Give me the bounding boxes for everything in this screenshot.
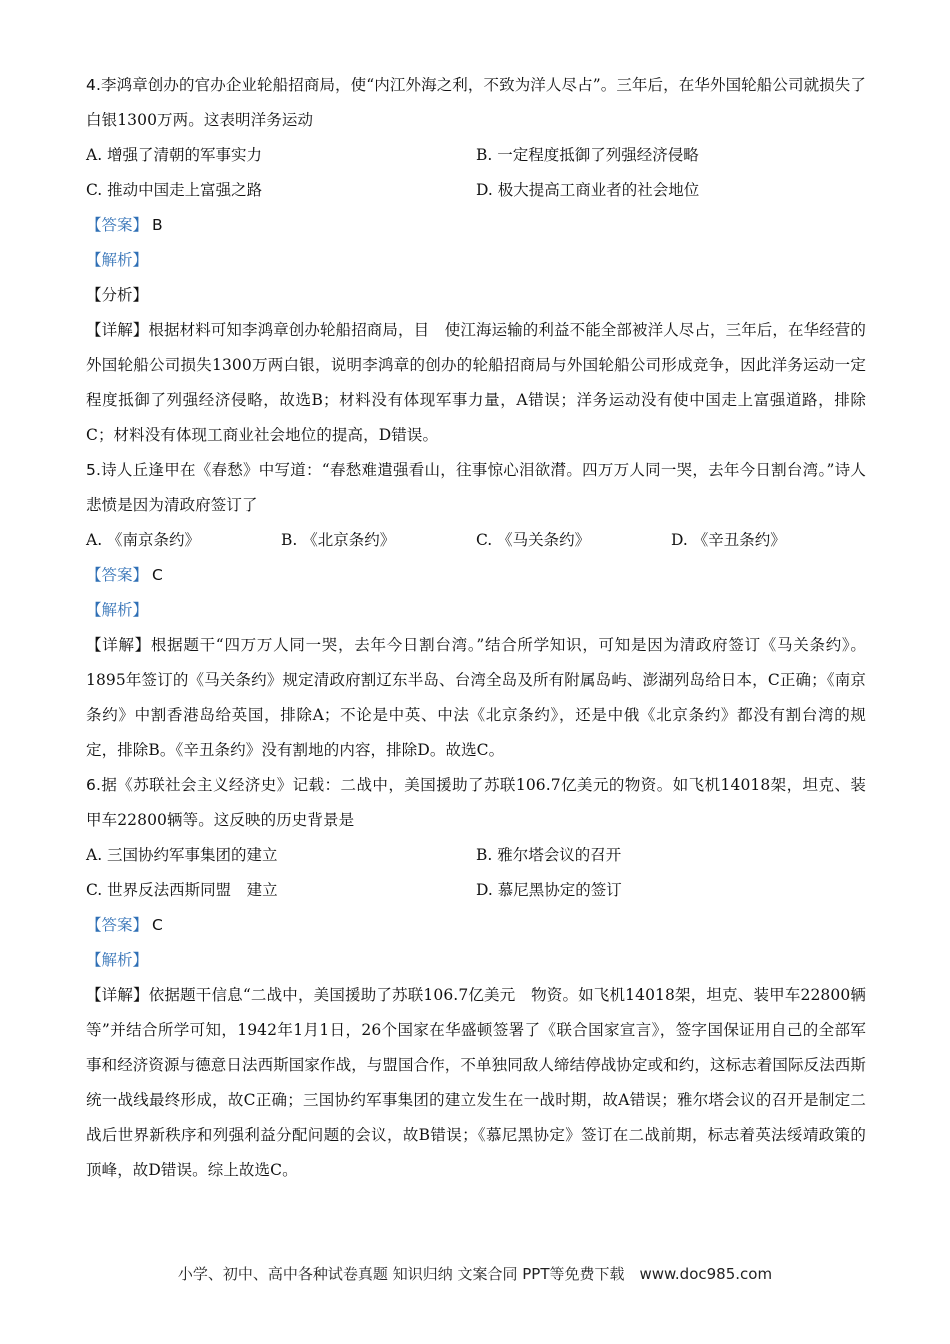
answer-line — [86, 558, 866, 593]
answer-tag: 【答案】 — [86, 566, 149, 584]
question-4-options — [86, 138, 866, 173]
detail-paragraph: 【详解】根据材料可知李鸿章创办轮船招商局，目 使江海运输的利益不能全部被洋人尽占，三年后，在华经营的外国轮船公司损失1300万两白银，说明李鸿章的创办的轮船招商局与外国轮船公司形成竞争，因此洋务运动一定程度抵御了列强经济侵略，故选B；材料没有体现军事力量，A错误；洋务运动没有使中国走上富强道路，排除C；材料没有体现工商业社会地位的提高，D错误。 — [86, 321, 867, 444]
analysis-line — [86, 243, 866, 278]
analysis-tag: 【解析】 — [86, 251, 149, 269]
option-b: B. 雅尔塔会议的召开 — [476, 846, 622, 864]
option-d: D. 极大提高工商业者的社会地位 — [476, 181, 700, 199]
detail-paragraph: 【详解】依据题干信息“二战中，美国援助了苏联106.7亿美元 物资。如飞机14018架，坦克、装甲车22800辆等”并结合所学可知，1942年1月1日，26个国家在华盛顿签署了《联合国家宣言》，签字国保证用自己的全部军事和经济资源与德意日法西斯国家作战，与盟国合作，不单独同敌人缔结停战协定或和约，这标志着国际反法西斯统一战线最终形成，故C正确；三国协约军事集团的建立发生在一战时期，故A错误；雅尔塔会议的召开是制定二战后世界新秩序和列强利益分配问题的会议，故B错误；《慕尼黑协定》签订在二战前期，标志着英法绥靖政策的顶峰，故D错误。综上故选C。 — [86, 986, 867, 1179]
document-page — [86, 68, 866, 1188]
question-4 — [86, 68, 866, 453]
question-number: 4. — [86, 76, 101, 94]
option-c: C. 世界反法西斯同盟 建立 — [86, 881, 278, 899]
question-6-stem: 6.据《苏联社会主义经济史》记载：二战中，美国援助了苏联106.7亿美元的物资。如飞机14018架，坦克、装甲车22800辆等。这反映的历史背景是 — [86, 776, 866, 829]
analysis-tag: 【解析】 — [86, 951, 149, 969]
question-5 — [86, 453, 866, 768]
question-5-options — [86, 523, 866, 558]
question-4-options-row2 — [86, 173, 866, 208]
analysis-line — [86, 943, 866, 978]
question-6-options-row2 — [86, 873, 866, 908]
option-d: D. 《辛丑条约》 — [671, 531, 786, 549]
page-footer: 小学、初中、高中各种试卷真题 知识归纳 文案合同 PPT等免费下载 www.doc985.com — [177, 1265, 773, 1283]
question-number: 6. — [86, 776, 101, 794]
option-a: A. 增强了清朝的军事实力 — [86, 146, 263, 164]
answer-tag: 【答案】 — [86, 216, 149, 234]
fenxi-line — [86, 278, 866, 313]
analysis-tag: 【解析】 — [86, 601, 149, 619]
option-b: B. 《北京条约》 — [281, 531, 396, 549]
option-b: B. 一定程度抵御了列强经济侵略 — [476, 146, 699, 164]
answer-value: C — [152, 916, 163, 934]
answer-value: C — [152, 566, 163, 584]
fenxi-tag: 【分析】 — [86, 286, 149, 304]
answer-line — [86, 908, 866, 943]
answer-value: B — [152, 216, 163, 234]
option-d: D. 慕尼黑协定的签订 — [476, 881, 622, 899]
detail-tag: 【详解】 — [86, 986, 149, 1004]
option-a: A. 三国协约军事集团的建立 — [86, 846, 278, 864]
analysis-line — [86, 593, 866, 628]
detail-tag: 【详解】 — [86, 636, 151, 654]
option-a: A. 《南京条约》 — [86, 531, 201, 549]
option-c: C. 推动中国走上富强之路 — [86, 181, 263, 199]
option-c: C. 《马关条约》 — [476, 531, 591, 549]
question-6-options — [86, 838, 866, 873]
question-number: 5. — [86, 461, 101, 479]
answer-tag: 【答案】 — [86, 916, 149, 934]
answer-line — [86, 208, 866, 243]
question-4-stem: 4.李鸿章创办的官办企业轮船招商局，使“内江外海之利，不致为洋人尽占”。三年后，在华外国轮船公司就损失了白银1300万两。这表明洋务运动 — [86, 76, 866, 129]
question-6 — [86, 768, 866, 1188]
question-5-stem: 5.诗人丘逢甲在《春愁》中写道：“春愁难遣强看山，往事惊心泪欲潸。四万万人同一哭，去年今日割台湾。”诗人悲愤是因为清政府签订了 — [86, 461, 866, 514]
detail-paragraph: 【详解】根据题干“四万万人同一哭，去年今日割台湾。”结合所学知识，可知是因为清政府签订《马关条约》。1895年签订的《马关条约》规定清政府割辽东半岛、台湾全岛及所有附属岛屿、澎湖列岛给日本，C正确；《南京条约》中割香港岛给英国，排除A；不论是中英、中法《北京条约》，还是中俄《北京条约》都没有割台湾的规定，排除B。《辛丑条约》没有割地的内容，排除D。故选C。 — [86, 636, 866, 759]
detail-tag: 【详解】 — [86, 321, 149, 339]
